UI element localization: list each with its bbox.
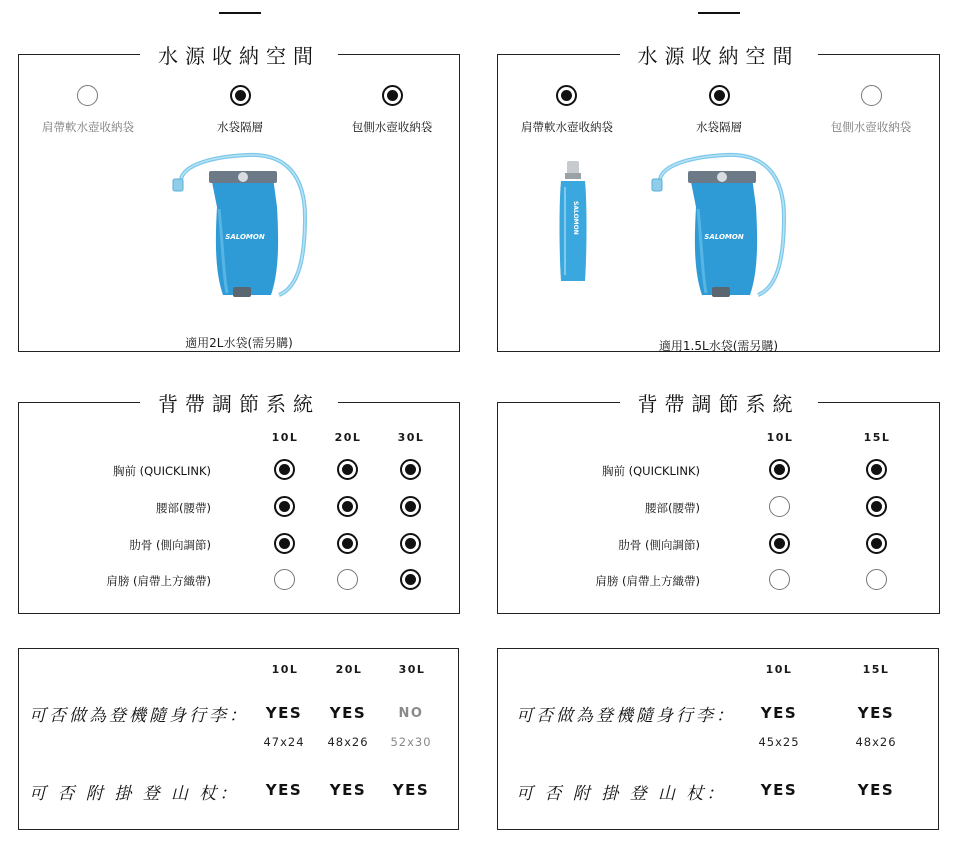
right-hydration-note: 適用1.5L水袋(需另購) [658,339,779,353]
right-option-label-0: 肩帶軟水壺收納袋 [521,120,613,134]
right-harness-panel [497,392,940,614]
left-harness-col-1: 20L [334,431,362,444]
left-harness-row-label-3: 肩膀 (肩帶上方織帶) [106,574,211,588]
right-dimension-1: 48x26 [855,735,897,749]
left-harness-r1-c0[interactable] [274,496,295,517]
left-travel-col-0: 10L [271,663,299,676]
left-travel-col-2: 30L [398,663,426,676]
hydration-bladder-2l-image [167,147,317,309]
right-harness-row-label-1: 腰部(腰帶) [645,501,700,515]
left-poles-answer-1: YES [329,781,367,799]
right-harness-r0-c1[interactable] [866,459,887,480]
left-option-label-1: 水袋隔層 [217,120,263,134]
right-poles-label: 可 否 附 掛 登 山 杖： [516,784,727,804]
left-option-radio-0[interactable] [77,85,98,106]
left-harness-col-2: 30L [397,431,425,444]
right-harness-r0-c0[interactable] [769,459,790,480]
right-harness-r1-c0[interactable] [769,496,790,517]
left-harness-r2-c0[interactable] [274,533,295,554]
right-carry-on-answer-1: YES [857,704,895,722]
left-harness-col-0: 10L [271,431,299,444]
left-harness-r3-c0[interactable] [274,569,295,590]
left-harness-title: 背帶調節系統 [140,392,338,416]
right-harness-row-label-2: 肋骨 (側向調節) [618,538,700,552]
left-harness-r3-c2[interactable] [400,569,421,590]
left-harness-r0-c0[interactable] [274,459,295,480]
left-carry-on-answer-1: YES [329,704,367,722]
right-poles-answer-1: YES [857,781,895,799]
left-hydration-title: 水源收納空間 [140,44,338,68]
right-harness-title: 背帶調節系統 [620,392,818,416]
left-dimension-2: 52x30 [390,735,432,749]
left-harness-r1-c2[interactable] [400,496,421,517]
left-travel-col-1: 20L [335,663,363,676]
right-travel-panel [497,648,939,830]
left-harness-r0-c2[interactable] [400,459,421,480]
right-dimension-0: 45x25 [758,735,800,749]
right-option-label-2: 包側水壺收納袋 [830,120,912,134]
right-option-radio-2[interactable] [861,85,882,106]
right-travel-col-0: 10L [765,663,793,676]
left-harness-r2-c2[interactable] [400,533,421,554]
top-divider-right [698,12,740,14]
left-travel-panel [18,648,459,830]
right-harness-row-label-0: 胸前 (QUICKLINK) [601,464,700,478]
hydration-bladder-1-5l-image [646,147,796,309]
left-hydration-panel [18,44,460,352]
left-harness-r0-c1[interactable] [337,459,358,480]
right-harness-r2-c0[interactable] [769,533,790,554]
right-travel-col-1: 15L [862,663,890,676]
right-option-radio-0[interactable] [556,85,577,106]
left-harness-r2-c1[interactable] [337,533,358,554]
flask-brand-label: SALOMON [572,201,579,235]
right-option-radio-1[interactable] [709,85,730,106]
right-option-label-1: 水袋隔層 [696,120,742,134]
left-carry-on-answer-0: YES [265,704,303,722]
left-carry-on-answer-2: NO [398,706,424,721]
left-harness-row-label-0: 胸前 (QUICKLINK) [112,464,211,478]
left-harness-r1-c1[interactable] [337,496,358,517]
right-harness-r2-c1[interactable] [866,533,887,554]
left-poles-answer-0: YES [265,781,303,799]
top-divider-left [219,12,261,14]
right-harness-r1-c1[interactable] [866,496,887,517]
right-harness-r3-c1[interactable] [866,569,887,590]
left-option-radio-1[interactable] [230,85,251,106]
left-dimension-1: 48x26 [327,735,369,749]
left-harness-r3-c1[interactable] [337,569,358,590]
soft-flask-image [553,161,593,291]
right-poles-answer-0: YES [760,781,798,799]
bladder-brand-label: SALOMON [225,233,265,241]
left-harness-row-label-1: 腰部(腰帶) [156,501,211,515]
left-carry-on-label: 可否做為登機隨身行李： [29,706,249,726]
left-poles-answer-2: YES [392,781,430,799]
right-harness-col-0: 10L [766,431,794,444]
right-harness-r3-c0[interactable] [769,569,790,590]
right-carry-on-answer-0: YES [760,704,798,722]
right-hydration-panel [497,44,940,353]
bladder-brand-label: SALOMON [704,233,744,241]
left-poles-label: 可 否 附 掛 登 山 杖： [29,784,240,804]
right-carry-on-label: 可否做為登機隨身行李： [516,706,736,726]
left-harness-row-label-2: 肋骨 (側向調節) [129,538,211,552]
left-dimension-0: 47x24 [263,735,305,749]
left-harness-panel [18,392,460,614]
right-harness-row-label-3: 肩膀 (肩帶上方織帶) [595,574,700,588]
right-harness-col-1: 15L [863,431,891,444]
left-option-label-0: 肩帶軟水壺收納袋 [42,120,134,134]
left-option-label-2: 包側水壺收納袋 [351,120,433,134]
left-option-radio-2[interactable] [382,85,403,106]
left-hydration-note: 適用2L水袋(需另購) [185,336,293,350]
right-hydration-title: 水源收納空間 [620,44,818,68]
